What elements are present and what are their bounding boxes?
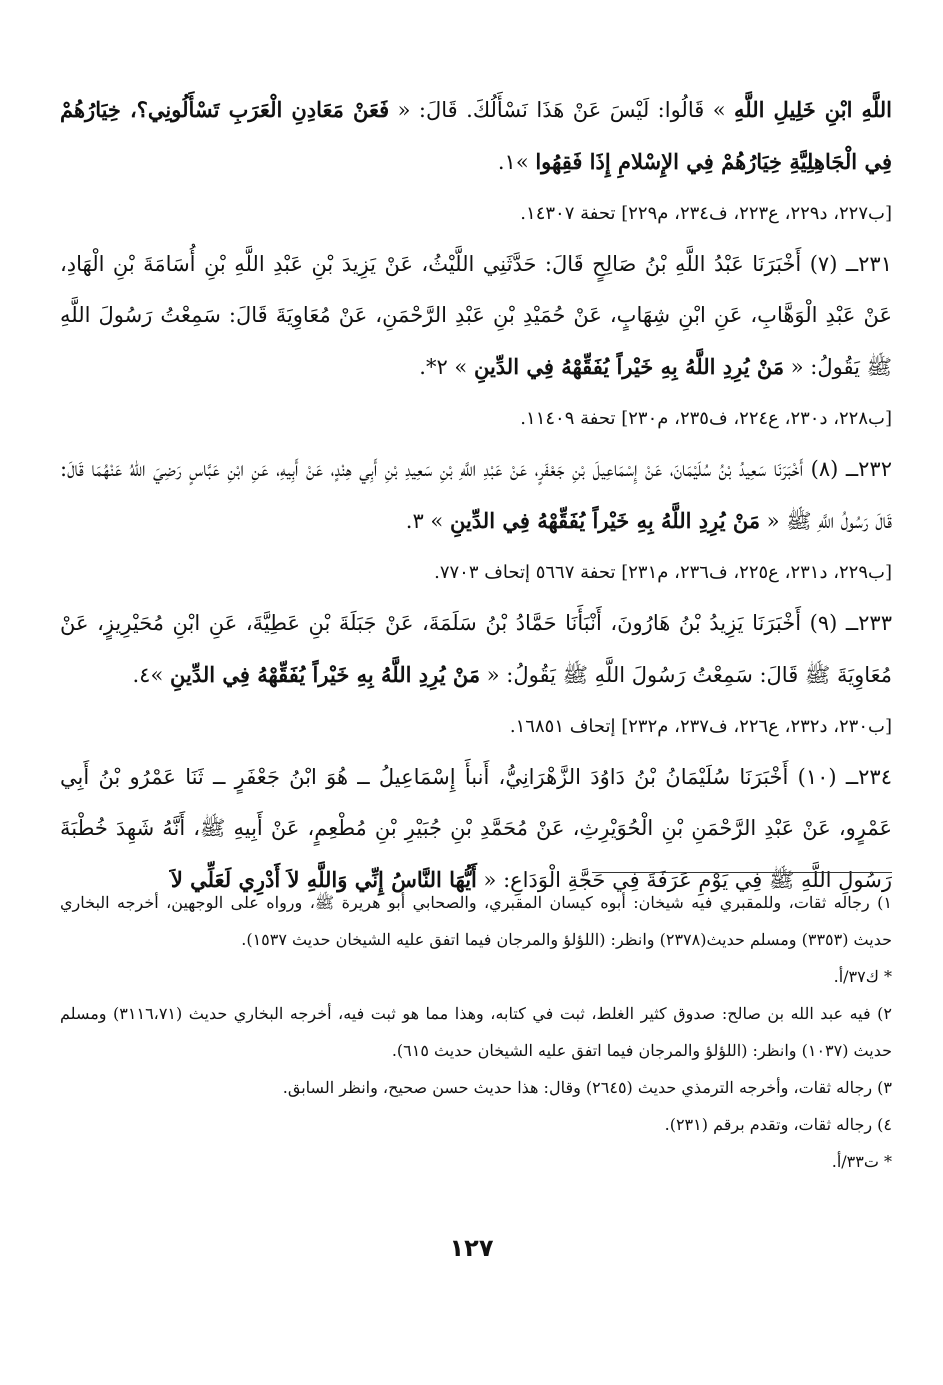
page-number: ١٢٧ [449,1234,494,1262]
hadith-reference: [ب٢٣٠، د٢٣٢، ع٢٢٦، ف٢٣٧، م٢٣٢] إتحاف ١٦٨٥١. [509,716,892,737]
footnote-3: ٣) رجاله ثقات، وأخرجه الترمذي حديث (٢٦٤٥) وقال: هذا حديث حسن صحيح، وانظر السابق. [282,1078,892,1097]
main-text [60,84,892,906]
hadith-230-continuation: اللَّهِ ابْنِ خَلِيلِ اللَّهِ » قَالُوا: لَيْسَ عَنْ هَذَا نَسْأَلُكَ. قَالَ: « فَعَنْ مَعَادِنِ الْعَرَبِ تَسْأَلُونِي؟، خِيَارُهُمْ فِي الْجَاهِلِيَّةِ خِيَارُهُمْ فِي الإِسْلامِ إِذَا فَقِهُوا »١. [60,97,893,174]
footnote-2: ٢) فيه عبد الله بن صالح: صدوق كثير الغلط، ثبت في كتابه، وهذا مما هو ثبت فيه، أخرجه البخاري حديث (٣١١٦،٧١) ومسلم حديث (١٠٣٧) وانظر: (اللؤلؤ والمرجان فيما اتفق عليه الشيخان حديث ٦١٥). [60,1004,893,1060]
hadith-233: ٢٣٣ــ (٩) أَخْبَرَنَا يَزِيدُ بْنُ هَارُونَ، أَنْبَأَنَا حَمَّادُ بْنُ سَلَمَةَ، عَنْ جَبَلَةَ بْنِ عَطِيَّةَ، عَنِ ابْنِ مُحَيْرِيزٍ، عَنْ مُعَاوِيَةَ ﷺ قَالَ: سَمِعْتُ رَسُولَ اللَّهِ ﷺ يَقُولُ: « مَنْ يُرِدِ اللَّهُ بِهِ خَيْراً يُفَقِّهْهُ فِي الدِّينِ »٤. [60,611,892,687]
footnote-4: ٤) رجاله ثقات، وتقدم برقم (٢٣١). [664,1115,892,1134]
hadith-reference: [ب٢٢٨، د٢٣٠، ع٢٢٤، ف٢٣٥، م٢٣٠] تحفة ١١٤٠٩. [520,408,892,429]
hadith-231: ٢٣١ــ (٧) أَخْبَرَنَا عَبْدُ اللَّهِ بْنُ صَالِحٍ قَالَ: حَدَّثَنِي اللَّيْثُ، عَنْ يَزِيدَ بْنِ عَبْدِ اللَّهِ بْنِ أُسَامَةَ بْنِ الْهَادِ، عَنْ عَبْدِ الْوَهَّابِ، عَنِ ابْنِ شِهَابٍ، عَنْ حُمَيْدِ بْنِ عَبْدِ الرَّحْمَنِ، عَنْ مُعَاوِيَةَ قَالَ: سَمِعْتُ رَسُولَ اللَّهِ ﷺ يَقُولُ: « مَنْ يُرِدِ اللَّهُ بِهِ خَيْراً يُفَقِّهْهُ فِي الدِّينِ » ٢*. [60,252,892,379]
footnote-divider [592,872,892,873]
hadith-reference: [ب٢٢٧، د٢٢٩، ع٢٢٣، ف٢٣٤، م٢٢٩] تحفة ١٤٣٠٧. [520,203,892,224]
manuscript-marker: * ك٣٧/أ. [833,967,892,986]
footnote-1: ١) رجاله ثقات، وللمقبري فيه شيخان: أبوه كيسان المقبري، والصحابي أبو هريرة ﷺ، ورواه على الوجهين، أخرجه البخاري حديث (٣٣٥٣) ومسلم حديث(٢٣٧٨) وانظر: (اللؤلؤ والمرجان فيما اتفق عليه الشيخان حديث ١٥٣٧). [60,893,892,949]
hadith-232: ٢٣٢ــ (٨) أَخْبَرَنَا سَعِيدُ بْنُ سُلَيْمَانَ، عَنْ إِسْمَاعِيلَ بْنِ جَعْفَرٍ، عَنْ عَبْدِ اللَّهِ بْنِ سَعِيدِ بْنِ أَبِي هِنْدٍ، عَنْ أَبِيهِ، عَنِ ابْنِ عَبَّاسٍ رَضِيَ اللهُ عَنْهُمَا قَالَ: قَالَ رَسُولُ اللَّهِ ﷺ « مَنْ يُرِدِ اللَّهُ بِهِ خَيْراً يُفَقِّهْهُ فِي الدِّينِ » ٣. [60,457,892,533]
hadith-234: ٢٣٤ــ (١٠) أَخْبَرَنَا سُلَيْمَانُ بْنُ دَاوُدَ الزَّهْرَانِيُّ، أَنبأَ إِسْمَاعِيلُ ــ هُوَ ابْنُ جَعْفَرٍ ــ ثَنَا عَمْرُو بْنُ أَبِي عَمْرٍو، عَنْ عَبْدِ الرَّحْمَنِ بْنِ الْحُوَيْرِثِ، عَنْ مُحَمَّدِ بْنِ جُبَيْرِ بْنِ مُطْعِمٍ، عَنْ أَبِيهِ ﷺ، أَنَّهُ شَهِدَ خُطْبَةَ رَسُولِ اللَّهِ ﷺ فِي يَوْمِ عَرَفَةَ فِي حَجَّةِ الْوَدَاعِ: « أَيُّهَا النَّاسُ إِنِّي وَاللَّهِ لاَ أَدْرِي لَعَلِّي لاَ [60,765,892,892]
hadith-reference: [ب٢٢٩، د٢٣١، ع٢٢٥، ف٢٣٦، م٢٣١] تحفة ٥٦٦٧ إتحاف ٧٧٠٣. [434,562,892,583]
footnotes [60,884,892,1180]
manuscript-marker: * ت٣٣/أ. [831,1152,892,1171]
